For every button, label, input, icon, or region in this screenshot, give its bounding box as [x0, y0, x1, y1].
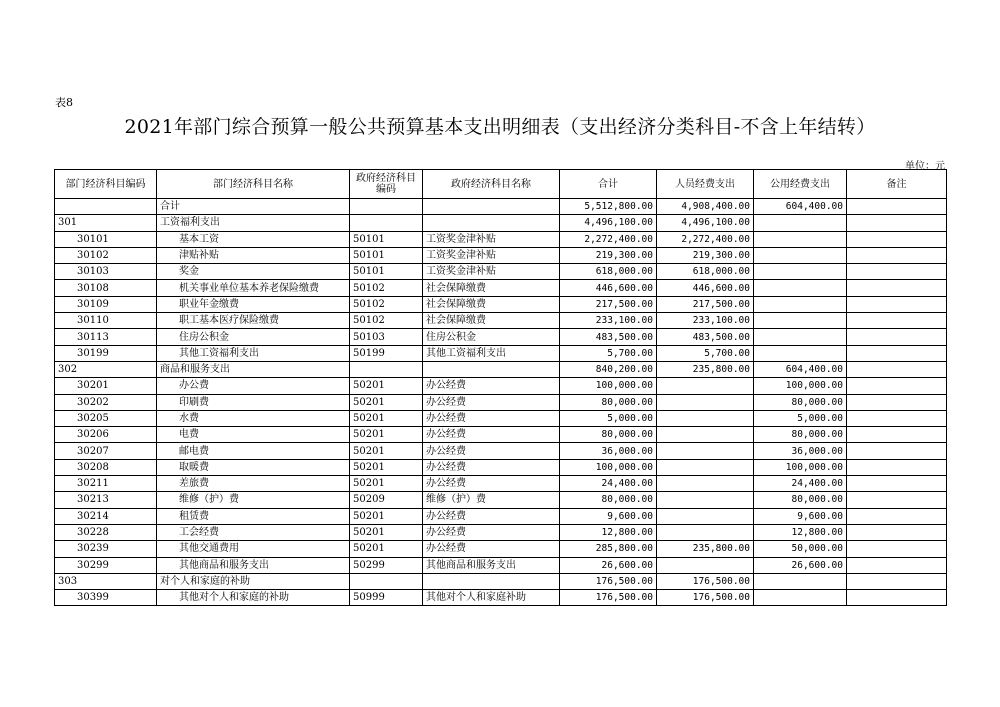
cell-personnel: 4,908,400.00 [657, 199, 754, 215]
cell-public: 604,400.00 [754, 361, 847, 377]
cell-dept-code: 30208 [55, 459, 157, 475]
table-row [55, 280, 947, 296]
cell-dept-name: 其他交通费用 [157, 541, 350, 557]
table-row [55, 573, 947, 589]
cell-gov-code: 50201 [350, 394, 423, 410]
cell-personnel: 235,800.00 [657, 361, 754, 377]
cell-dept-code: 30109 [55, 296, 157, 312]
cell-gov-name: 办公经费 [423, 394, 560, 410]
cell-public [754, 296, 847, 312]
cell-total: 840,200.00 [560, 361, 657, 377]
cell-gov-name: 其他对个人和家庭补助 [423, 590, 560, 606]
cell-public [754, 247, 847, 263]
cell-total: 176,500.00 [560, 590, 657, 606]
cell-dept-code: 30239 [55, 541, 157, 557]
cell-gov-code [350, 573, 423, 589]
cell-dept-code: 30213 [55, 492, 157, 508]
cell-gov-code: 50999 [350, 590, 423, 606]
table-row [55, 361, 947, 377]
table-row [55, 313, 947, 329]
cell-total: 5,000.00 [560, 410, 657, 426]
cell-personnel [657, 508, 754, 524]
table-body [55, 199, 947, 606]
cell-dept-code: 30110 [55, 313, 157, 329]
cell-remark [847, 394, 947, 410]
cell-dept-code: 30202 [55, 394, 157, 410]
cell-dept-code: 30199 [55, 345, 157, 361]
cell-gov-code: 50201 [350, 508, 423, 524]
cell-personnel [657, 459, 754, 475]
cell-dept-name: 其他对个人和家庭的补助 [157, 590, 350, 606]
cell-total: 36,000.00 [560, 443, 657, 459]
cell-gov-name: 住房公积金 [423, 329, 560, 345]
cell-dept-code: 30103 [55, 264, 157, 280]
cell-personnel [657, 410, 754, 426]
table-row [55, 427, 947, 443]
cell-dept-code: 30201 [55, 378, 157, 394]
cell-personnel: 618,000.00 [657, 264, 754, 280]
cell-total: 176,500.00 [560, 573, 657, 589]
cell-remark [847, 492, 947, 508]
cell-gov-code: 50201 [350, 378, 423, 394]
col-header-gov-name: 政府经济科目名称 [423, 170, 560, 199]
cell-total: 80,000.00 [560, 394, 657, 410]
cell-dept-name: 奖金 [157, 264, 350, 280]
cell-dept-name: 机关事业单位基本养老保险缴费 [157, 280, 350, 296]
cell-public [754, 264, 847, 280]
cell-personnel: 4,496,100.00 [657, 215, 754, 231]
cell-dept-name: 津贴补贴 [157, 247, 350, 263]
cell-total: 9,600.00 [560, 508, 657, 524]
cell-total: 24,400.00 [560, 476, 657, 492]
budget-table [54, 169, 947, 606]
cell-public: 50,000.00 [754, 541, 847, 557]
cell-dept-name: 差旅费 [157, 476, 350, 492]
cell-public [754, 590, 847, 606]
table-row [55, 215, 947, 231]
cell-remark [847, 378, 947, 394]
cell-total: 217,500.00 [560, 296, 657, 312]
col-header-public: 公用经费支出 [754, 170, 847, 199]
cell-gov-name: 办公经费 [423, 410, 560, 426]
cell-total: 80,000.00 [560, 427, 657, 443]
cell-total: 483,500.00 [560, 329, 657, 345]
cell-dept-name: 电费 [157, 427, 350, 443]
cell-public [754, 329, 847, 345]
cell-dept-name: 其他商品和服务支出 [157, 557, 350, 573]
cell-remark [847, 524, 947, 540]
cell-total: 26,600.00 [560, 557, 657, 573]
cell-remark [847, 427, 947, 443]
cell-dept-code: 30214 [55, 508, 157, 524]
cell-remark [847, 296, 947, 312]
cell-gov-code: 50201 [350, 427, 423, 443]
cell-dept-name: 对个人和家庭的补助 [157, 573, 350, 589]
table-row [55, 443, 947, 459]
table-row [55, 410, 947, 426]
table-row [55, 590, 947, 606]
cell-remark [847, 215, 947, 231]
cell-public: 80,000.00 [754, 427, 847, 443]
cell-public [754, 215, 847, 231]
cell-dept-code: 303 [55, 573, 157, 589]
cell-personnel [657, 557, 754, 573]
table-row [55, 524, 947, 540]
cell-dept-code: 301 [55, 215, 157, 231]
cell-dept-code: 30211 [55, 476, 157, 492]
cell-public: 604,400.00 [754, 199, 847, 215]
cell-personnel: 446,600.00 [657, 280, 754, 296]
cell-dept-name: 职工基本医疗保险缴费 [157, 313, 350, 329]
cell-total: 233,100.00 [560, 313, 657, 329]
cell-personnel [657, 443, 754, 459]
cell-dept-name: 取暖费 [157, 459, 350, 475]
cell-gov-code [350, 361, 423, 377]
cell-dept-name: 住房公积金 [157, 329, 350, 345]
cell-gov-code [350, 215, 423, 231]
col-header-dept-name: 部门经济科目名称 [157, 170, 350, 199]
cell-total: 446,600.00 [560, 280, 657, 296]
cell-gov-name: 办公经费 [423, 378, 560, 394]
cell-dept-name: 维修（护）费 [157, 492, 350, 508]
col-header-personnel: 人员经费支出 [657, 170, 754, 199]
cell-gov-code: 50199 [350, 345, 423, 361]
table-row [55, 264, 947, 280]
cell-remark [847, 280, 947, 296]
table-row [55, 378, 947, 394]
table-row [55, 231, 947, 247]
cell-gov-code [350, 199, 423, 215]
cell-dept-name: 合计 [157, 199, 350, 215]
cell-gov-name: 社会保障缴费 [423, 313, 560, 329]
cell-public [754, 231, 847, 247]
cell-dept-code: 30207 [55, 443, 157, 459]
cell-total: 2,272,400.00 [560, 231, 657, 247]
cell-public: 9,600.00 [754, 508, 847, 524]
table-header-row [55, 170, 947, 199]
cell-personnel: 176,500.00 [657, 590, 754, 606]
cell-gov-code: 50102 [350, 313, 423, 329]
cell-dept-name: 商品和服务支出 [157, 361, 350, 377]
cell-gov-name: 办公经费 [423, 459, 560, 475]
cell-dept-name: 印刷费 [157, 394, 350, 410]
cell-public: 36,000.00 [754, 443, 847, 459]
cell-total: 285,800.00 [560, 541, 657, 557]
cell-personnel: 483,500.00 [657, 329, 754, 345]
cell-public: 100,000.00 [754, 378, 847, 394]
cell-gov-code: 50201 [350, 410, 423, 426]
cell-public: 80,000.00 [754, 492, 847, 508]
cell-dept-code: 30228 [55, 524, 157, 540]
table-row [55, 492, 947, 508]
cell-personnel: 219,300.00 [657, 247, 754, 263]
cell-dept-code: 30205 [55, 410, 157, 426]
cell-dept-code: 30101 [55, 231, 157, 247]
cell-dept-name: 基本工资 [157, 231, 350, 247]
cell-dept-name: 工资福利支出 [157, 215, 350, 231]
cell-remark [847, 345, 947, 361]
table-row [55, 508, 947, 524]
cell-remark [847, 329, 947, 345]
table-row [55, 557, 947, 573]
cell-gov-name: 办公经费 [423, 443, 560, 459]
cell-gov-code: 50103 [350, 329, 423, 345]
cell-remark [847, 443, 947, 459]
cell-gov-code: 50201 [350, 541, 423, 557]
cell-gov-code: 50201 [350, 476, 423, 492]
cell-public [754, 573, 847, 589]
cell-personnel: 217,500.00 [657, 296, 754, 312]
table-row [55, 541, 947, 557]
cell-gov-code: 50201 [350, 459, 423, 475]
cell-public [754, 345, 847, 361]
table-row [55, 345, 947, 361]
cell-gov-name: 工资奖金津补贴 [423, 264, 560, 280]
cell-gov-code: 50209 [350, 492, 423, 508]
cell-gov-name: 工资奖金津补贴 [423, 247, 560, 263]
cell-remark [847, 247, 947, 263]
cell-dept-name: 其他工资福利支出 [157, 345, 350, 361]
col-header-gov-code: 政府经济科目编码 [350, 170, 423, 199]
col-header-remark: 备注 [847, 170, 947, 199]
cell-dept-code: 302 [55, 361, 157, 377]
cell-gov-name: 其他商品和服务支出 [423, 557, 560, 573]
cell-public: 80,000.00 [754, 394, 847, 410]
cell-public: 5,000.00 [754, 410, 847, 426]
col-header-dept-code: 部门经济科目编码 [55, 170, 157, 199]
cell-gov-name [423, 573, 560, 589]
cell-public: 100,000.00 [754, 459, 847, 475]
cell-gov-code: 50102 [350, 280, 423, 296]
table-row [55, 476, 947, 492]
table-row [55, 459, 947, 475]
cell-remark [847, 231, 947, 247]
cell-remark [847, 573, 947, 589]
cell-gov-code: 50101 [350, 247, 423, 263]
cell-gov-name: 其他工资福利支出 [423, 345, 560, 361]
cell-gov-name [423, 199, 560, 215]
cell-gov-code: 50201 [350, 524, 423, 540]
cell-public: 12,800.00 [754, 524, 847, 540]
table-total-row [55, 199, 947, 215]
cell-gov-code: 50201 [350, 443, 423, 459]
cell-gov-code: 50102 [350, 296, 423, 312]
cell-dept-code: 30113 [55, 329, 157, 345]
cell-total: 100,000.00 [560, 378, 657, 394]
cell-dept-name: 租赁费 [157, 508, 350, 524]
table-number: 表8 [55, 96, 73, 109]
table-row [55, 296, 947, 312]
cell-total: 80,000.00 [560, 492, 657, 508]
cell-total: 5,512,800.00 [560, 199, 657, 215]
cell-personnel: 233,100.00 [657, 313, 754, 329]
col-header-total: 合计 [560, 170, 657, 199]
cell-remark [847, 410, 947, 426]
cell-total: 12,800.00 [560, 524, 657, 540]
cell-personnel [657, 394, 754, 410]
cell-total: 100,000.00 [560, 459, 657, 475]
table-row [55, 247, 947, 263]
cell-personnel: 5,700.00 [657, 345, 754, 361]
cell-dept-code: 30108 [55, 280, 157, 296]
cell-dept-code: 30399 [55, 590, 157, 606]
cell-dept-name: 职业年金缴费 [157, 296, 350, 312]
table-row [55, 329, 947, 345]
cell-personnel: 2,272,400.00 [657, 231, 754, 247]
cell-remark [847, 541, 947, 557]
cell-gov-name: 维修（护）费 [423, 492, 560, 508]
cell-dept-code [55, 199, 157, 215]
cell-total: 618,000.00 [560, 264, 657, 280]
cell-dept-code: 30206 [55, 427, 157, 443]
cell-dept-name: 邮电费 [157, 443, 350, 459]
cell-gov-name: 社会保障缴费 [423, 296, 560, 312]
cell-personnel [657, 476, 754, 492]
cell-dept-name: 办公费 [157, 378, 350, 394]
cell-dept-name: 水费 [157, 410, 350, 426]
cell-personnel [657, 524, 754, 540]
cell-gov-name: 办公经费 [423, 508, 560, 524]
cell-personnel [657, 492, 754, 508]
cell-gov-name: 社会保障缴费 [423, 280, 560, 296]
cell-total: 5,700.00 [560, 345, 657, 361]
cell-remark [847, 459, 947, 475]
cell-remark [847, 476, 947, 492]
cell-public [754, 280, 847, 296]
cell-personnel [657, 378, 754, 394]
table-row [55, 394, 947, 410]
cell-gov-name: 办公经费 [423, 541, 560, 557]
cell-remark [847, 313, 947, 329]
cell-gov-name: 办公经费 [423, 427, 560, 443]
cell-remark [847, 361, 947, 377]
cell-remark [847, 264, 947, 280]
cell-personnel: 235,800.00 [657, 541, 754, 557]
cell-public [754, 313, 847, 329]
cell-public: 24,400.00 [754, 476, 847, 492]
cell-gov-name [423, 215, 560, 231]
cell-remark [847, 508, 947, 524]
cell-gov-code: 50101 [350, 264, 423, 280]
unit-label: 单位：元 [905, 161, 945, 172]
cell-dept-code: 30102 [55, 247, 157, 263]
cell-personnel [657, 427, 754, 443]
cell-gov-name: 办公经费 [423, 524, 560, 540]
cell-remark [847, 199, 947, 215]
cell-gov-name [423, 361, 560, 377]
cell-dept-name: 工会经费 [157, 524, 350, 540]
cell-total: 219,300.00 [560, 247, 657, 263]
cell-gov-name: 办公经费 [423, 476, 560, 492]
cell-total: 4,496,100.00 [560, 215, 657, 231]
cell-public: 26,600.00 [754, 557, 847, 573]
cell-remark [847, 590, 947, 606]
page-title: 2021年部门综合预算一般公共预算基本支出明细表（支出经济分类科目-不含上年结转） [124, 116, 876, 138]
cell-remark [847, 557, 947, 573]
cell-gov-code: 50299 [350, 557, 423, 573]
cell-gov-code: 50101 [350, 231, 423, 247]
cell-personnel: 176,500.00 [657, 573, 754, 589]
cell-dept-code: 30299 [55, 557, 157, 573]
cell-gov-name: 工资奖金津补贴 [423, 231, 560, 247]
